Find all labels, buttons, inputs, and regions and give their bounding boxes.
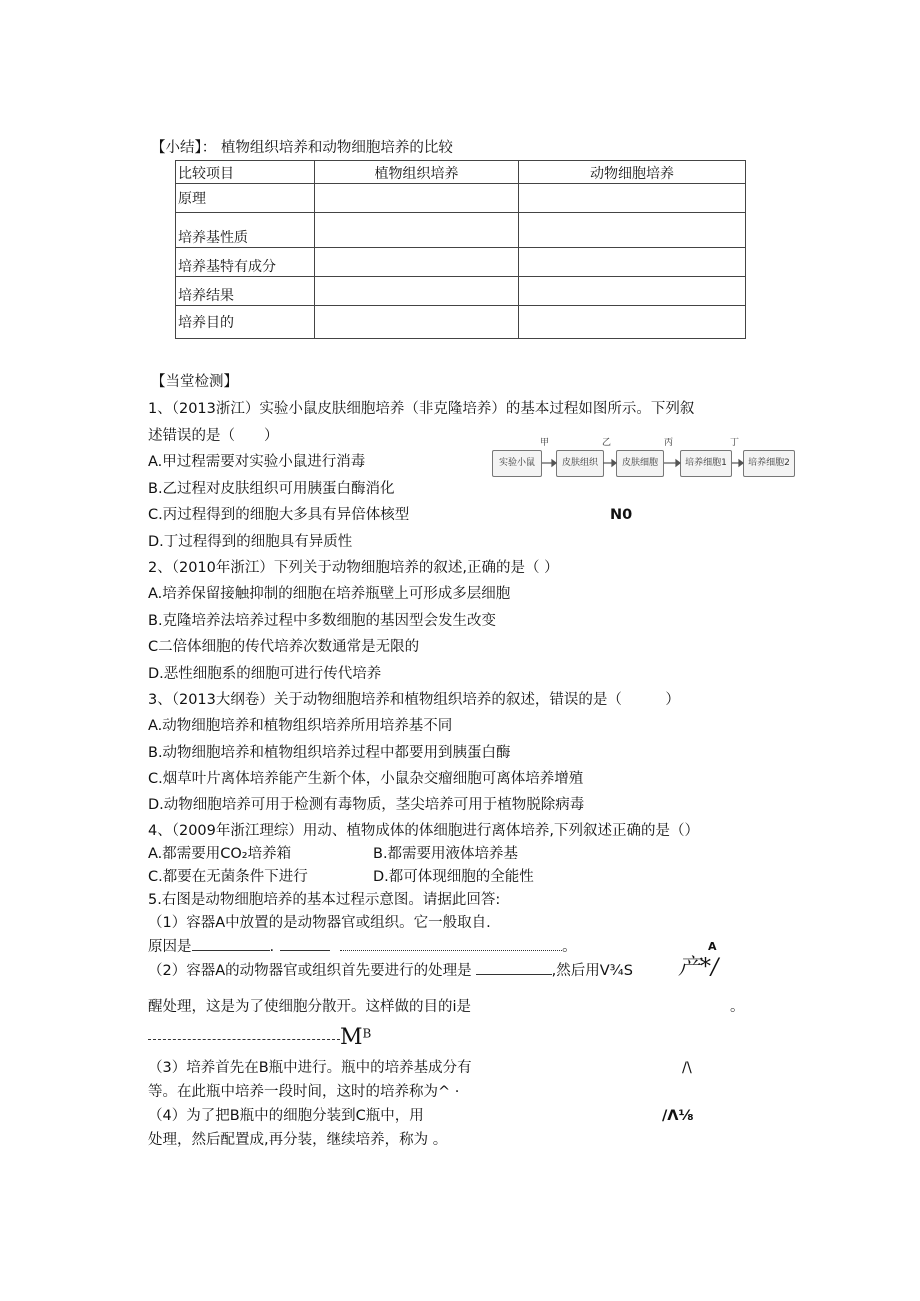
q3-option-c: C.烟草叶片离体培养能产生新个体，小鼠杂交瘤细胞可离体培养增殖 [148,771,584,787]
table-row [176,248,746,277]
summary-heading-line [151,138,453,158]
q4-option-a: A.都需要用CO₂培养箱 [148,846,292,862]
q4-option-c: C.都要在无菌条件下进行 [148,869,308,885]
flow-box: 实验小鼠 [492,450,542,477]
q2-option-d: D.恶性细胞系的细胞可进行传代培养 [148,666,382,682]
q5-part3b: 等。在此瓶中培养一段时间，这时的培养称为^ · [148,1084,460,1100]
q1-option-a: A.甲过程需要对实验小鼠进行消毒 [148,454,366,470]
q5-part4b: 处理，然后配置成,再分装，继续培养，称为 。 [148,1132,448,1148]
table-header-cell: 比较项目 [176,161,315,184]
q3-option-b: B.动物细胞培养和植物组织培养过程中都要用到胰蛋白酶 [148,745,511,761]
q3-stem: 3、（2013大纲卷）关于动物细胞培养和植物组织培养的叙述，错误的是（ ） [148,692,680,708]
table-row [176,184,746,213]
q5-mb-m: M [340,1025,363,1050]
flow-step-label: 乙 [602,438,612,448]
comparison-table [175,160,746,339]
q5-part3-mark: /\ [682,1060,692,1076]
flow-step-label: 丁 [730,438,740,448]
table-header-cell: 动物细胞培养 [519,161,746,184]
table-row [176,306,746,339]
table-row-label: 培养结果 [176,277,315,306]
answer-blank [476,974,552,975]
q4-stem: 4、（2009年浙江理综）用动、植物成体的体细胞进行离体培养,下列叙述正确的是（） [148,823,699,839]
table-row-label: 培养基性质 [176,213,315,248]
answer-blank [340,950,562,951]
table-row-label: 培养基特有成分 [176,248,315,277]
table-cell-empty [315,306,519,339]
table-header-cell: 植物组织培养 [315,161,519,184]
q5-stem: 5.右图是动物细胞培养的基本过程示意图。请据此回答: [148,892,501,908]
q1-option-c: C.丙过程得到的细胞大多具有异倍体核型 [148,507,410,523]
summary-heading: 【小结】： [151,140,217,156]
answer-blank [148,1039,340,1040]
table-cell-empty [519,248,746,277]
flow-box: 培养细胞1 [680,450,732,477]
table-header-row [176,161,746,184]
q4-option-d: D.都可体现细胞的全能性 [373,869,534,885]
answer-blank [280,950,330,951]
q5-part2-text: （2）容器A的动物器官或组织首先要进行的处理是 [148,963,472,979]
q5-scribble: 产*/ [678,955,719,980]
q5-label-a: A [708,940,717,953]
q1-stem-line1: 1、（2013浙江）实验小鼠皮肤细胞培养（非克隆培养）的基本过程如图所示。下列叙 [148,401,695,417]
flow-arrows [490,435,796,485]
table-cell-empty [315,213,519,248]
table-cell-empty [315,248,519,277]
flow-box: 培养细胞2 [743,450,795,477]
q1-option-d: D.丁过程得到的细胞具有异质性 [148,534,353,550]
answer-blank [192,950,270,951]
flow-box: 皮肤细胞 [616,450,664,477]
q5-part2b: 醒处理，这是为了使细胞分散开。这样做的目的i是 [148,999,472,1015]
q5-part1-reason-line [148,937,577,957]
q3-option-a: A.动物细胞培养和植物组织培养所用培养基不同 [148,718,453,734]
table-row [176,277,746,306]
q4-option-b: B.都需要用液体培养基 [373,846,519,862]
q5-part2b-end: 。 [730,999,745,1015]
q5-part2-tail: ,然后用V¾S [551,963,633,979]
q2-option-a: A.培养保留接触抑制的细胞在培养瓶壁上可形成多层细胞 [148,586,511,602]
table-cell-empty [519,306,746,339]
table-cell-empty [519,184,746,213]
q5-reason-label: 原因是 [148,939,192,955]
check-heading: 【当堂检测】 [151,374,238,390]
q1-flow-diagram [490,435,796,485]
q1-figure-tag: N0 [610,507,633,523]
q3-option-d: D.动物细胞培养可用于检测有毒物质，茎尖培养可用于植物脱除病毒 [148,797,585,813]
table-row [176,213,746,248]
q5-part4-mark: /Λ⅛ [662,1108,694,1124]
flow-step-label: 甲 [540,438,550,448]
q5-mb-line [148,1025,371,1050]
q2-option-c: C二倍体细胞的传代培养次数通常是无限的 [148,639,420,655]
summary-title: 植物组织培养和动物细胞培养的比较 [220,140,453,156]
q5-part1: （1）容器A中放置的是动物器官或组织。它一般取自. [148,915,491,931]
flow-step-label: 丙 [664,438,674,448]
q5-mb-b: B [362,1026,372,1041]
table-row-label: 原理 [176,184,315,213]
q1-option-b: B.乙过程对皮肤组织可用胰蛋白酶消化 [148,481,395,497]
flow-box: 皮肤组织 [556,450,604,477]
q5-part4: （4）为了把B瓶中的细胞分装到C瓶中，用 [148,1108,424,1124]
q1-stem-line2: 述错误的是（ ） [148,428,279,444]
q5-part2 [148,961,633,981]
q5-reason-mid: . [269,939,275,955]
q2-option-b: B.克隆培养法培养过程中多数细胞的基因型会发生改变 [148,613,497,629]
q5-reason-end: 。 [562,939,577,955]
table-row-label: 培养目的 [176,306,315,339]
q5-part3: （3）培养首先在B瓶中进行。瓶中的培养基成分有 [148,1060,472,1076]
table-cell-empty [519,277,746,306]
table-cell-empty [315,277,519,306]
table-cell-empty [519,213,746,248]
q2-stem: 2、（2010年浙江）下列关于动物细胞培养的叙述,正确的是（ ） [148,560,559,576]
table-cell-empty [315,184,519,213]
